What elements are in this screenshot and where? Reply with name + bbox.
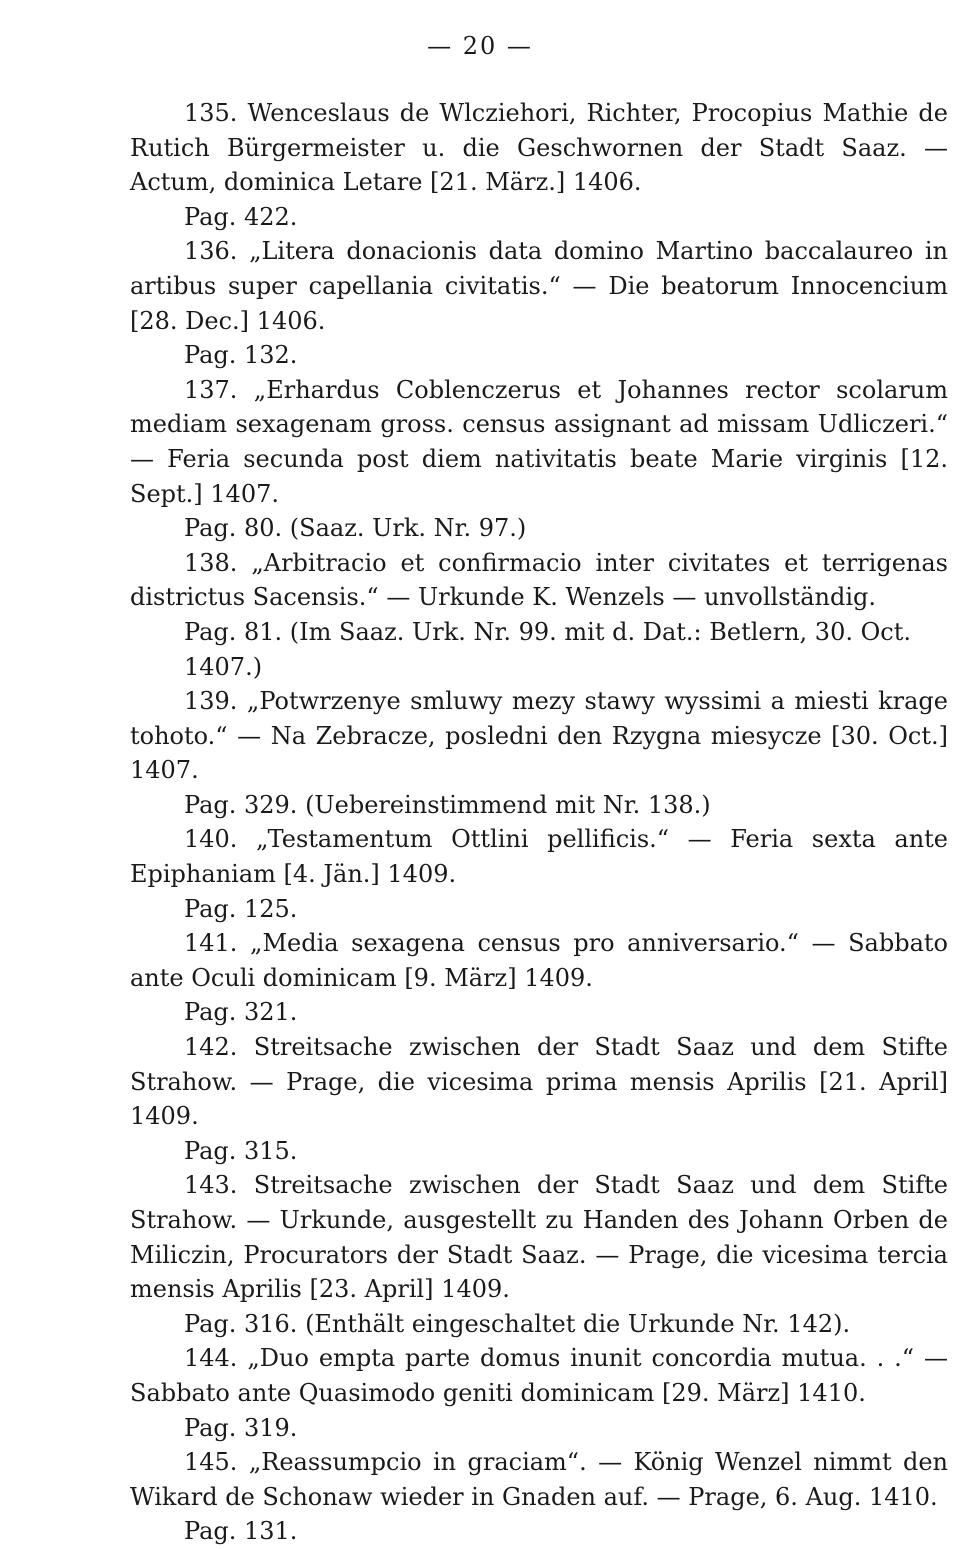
entry-144 (130, 1341, 948, 1445)
entry-138 (130, 546, 948, 684)
entry-body: „Erhardus Coblenczerus et Johannes rector scolarum mediam sexagenam gross. census assignant ad missam Udliczeri.“ — Feria secunda post diem nativitatis beate Marie virginis [12. Sept.] 1407. (130, 375, 948, 508)
entry-text (130, 1341, 948, 1410)
entry-page-ref: Pag. 315. (184, 1136, 298, 1165)
entry-number: 140. (184, 825, 238, 854)
entry-list (130, 96, 948, 1549)
entry-body: „Potwrzenye smluwy mezy stawy wyssimi a miesti krage tohoto.“ — Na Zebracze, posledni den Rzygna miesycze [30. Oct.] 1407. (130, 687, 948, 785)
entry-number: 141. (184, 929, 238, 958)
entry-number: 136. (184, 237, 238, 266)
entry-number: 143. (184, 1171, 238, 1200)
entry-text (130, 684, 948, 788)
entry-page-ref: Pag. 319. (184, 1413, 298, 1442)
entry-page-ref: Pag. 329. (Uebereinstimmend mit Nr. 138.) (184, 790, 711, 819)
entry-number: 144. (184, 1344, 238, 1373)
entry-body: „Reassumpcio in graciam“. — König Wenzel nimmt den Wikard de Schonaw wieder in Gnaden auf. — Prage, 6. Aug. 1410. (130, 1448, 948, 1511)
entry-number: 135. (184, 99, 238, 127)
entry-body: Wenceslaus de Wlcziehori, Richter, Procopius Mathie de Rutich Bürgermeister u. die Geschwornen der Stadt Saaz. — Actum, dominica Letare [21. März.] 1406. (130, 99, 948, 197)
entry-body: „Testamentum Ottlini pellificis.“ — Feria sexta ante Epiphaniam [4. Jän.] 1409. (130, 825, 948, 889)
entry-body: Streitsache zwischen der Stadt Saaz und dem Stifte Strahow. — Prage, die vicesima prima mensis Aprilis [21. April] 1409. (130, 1033, 949, 1131)
page-number: — 20 — (427, 32, 533, 60)
entry-number: 142. (184, 1033, 238, 1062)
entry-page-ref: Pag. 80. (Saaz. Urk. Nr. 97.) (184, 514, 527, 543)
entry-page-ref: Pag. 422. (184, 202, 298, 231)
entry-page-ref: Pag. 132. (184, 341, 298, 370)
entry-body: „Media sexagena census pro anniversario.“ — Sabbato ante Oculi dominicam [9. März] 1409. (130, 929, 948, 992)
entry-body: Streitsache zwischen der Stadt Saaz und dem Stifte Strahow. — Urkunde, ausgestellt zu Handen des Johann Orben de Miliczin, Procurators der Stadt Saaz. — Prage, die vicesima tercia mensis Aprilis [23. April] 1409. (130, 1171, 949, 1304)
entry-139 (130, 684, 948, 822)
entry-text (130, 1445, 948, 1514)
entry-page-ref: Pag. 321. (184, 998, 298, 1027)
entry-page-ref: Pag. 81. (Im Saaz. Urk. Nr. 99. mit d. Dat.: Betlern, 30. Oct. 1407.) (184, 617, 911, 681)
entry-text (130, 234, 948, 338)
entry-body: „Duo empta parte domus inunit concordia mutua. . .“ — Sabbato ante Quasimodo geniti dominicam [29. März] 1410. (130, 1344, 948, 1407)
entry-135 (130, 96, 948, 234)
entry-140 (130, 822, 948, 926)
entry-page-ref: Pag. 131. (184, 1517, 298, 1546)
entry-145 (130, 1445, 948, 1549)
entry-text (130, 822, 948, 891)
entry-143 (130, 1168, 948, 1341)
entry-body: „Arbitracio et confirmacio inter civitates et terrigenas districtus Sacensis.“ — Urkunde K. Wenzels — unvollständig. (130, 548, 948, 612)
entry-text (130, 1168, 948, 1306)
entry-page-ref: Pag. 125. (184, 894, 298, 923)
entry-136 (130, 234, 948, 372)
entry-page-ref: Pag. 316. (Enthält eingeschaltet die Urkunde Nr. 142). (184, 1309, 851, 1338)
entry-number: 137. (184, 375, 238, 404)
entry-text (130, 1030, 948, 1134)
entry-number: 138. (184, 548, 238, 577)
entry-137 (130, 373, 948, 546)
entry-text (130, 926, 948, 995)
entry-number: 145. (184, 1448, 238, 1477)
entry-142 (130, 1030, 948, 1168)
entry-number: 139. (184, 687, 238, 716)
entry-text (130, 96, 948, 200)
entry-text (130, 373, 948, 511)
entry-text (130, 546, 948, 615)
entry-141 (130, 926, 948, 1030)
entry-body: „Litera donacionis data domino Martino baccalaureo in artibus super capellania civitatis.“ — Die beatorum Innocencium [28. Dec.] 1406. (130, 237, 948, 335)
